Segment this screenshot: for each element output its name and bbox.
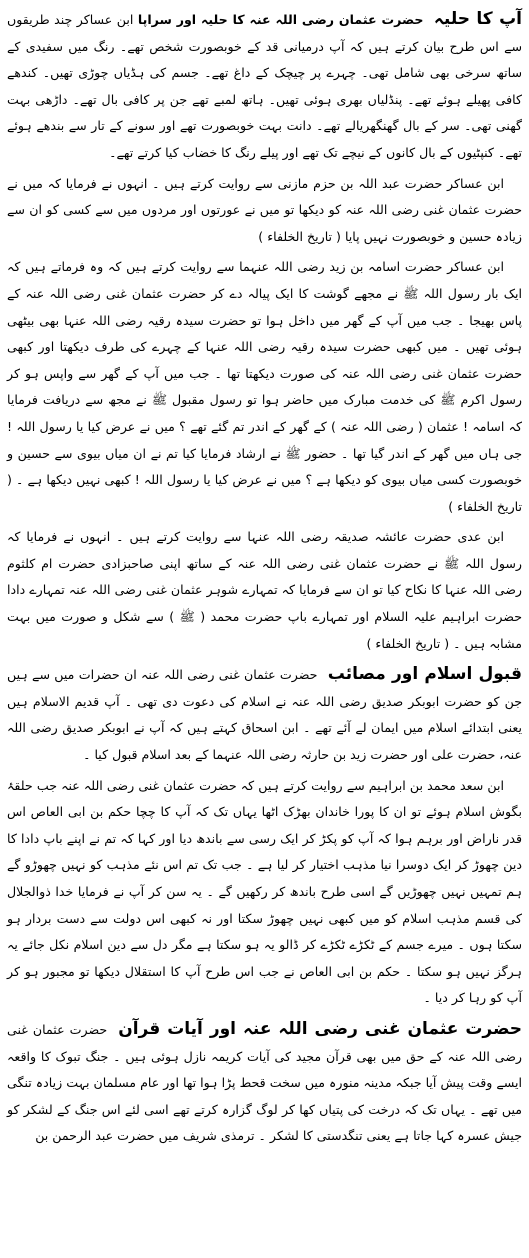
heading-qabool: قبول اسلام اور مصائب	[327, 664, 522, 685]
paragraph-aisha: ابن عدی حضرت عائشہ صدیقہ رضی اللہ عنہا سے روایت کرتے ہیں ۔ انہوں نے فرمایا کہ رسول اللہ ﷺ نے حضرت عثمان غنی رضی اللہ عنہ کے ساتھ اپنی صاحبزادی حضرت ام کلثوم رضی اللہ عنہا کا نکاح کیا تو ان سے فرمایا کہ تمہارے شوہر عثمان غنی رضی اللہ عنہ تمہارے دادا حضرت ابراہیم علیہ السلام اور تمہارے باپ حضرت محمد ( ﷺ ) سے شکل و صورت میں بہت مشابہ ہیں ۔ ( تاریخ الخلفاء )	[7, 529, 522, 651]
section-hulya	[7, 6, 522, 167]
body-ayat: کے حق میں بھی قرآن مجید کی آیات کریمہ نازل ہوئی ہیں ۔ جنگ تبوک کا واقعہ ایسے وقت پیش آیا جبکہ مدینہ منورہ میں سخت قحط پڑا ہوا تھا اور عام مسلمان بہت زیادہ تنگی میں تھے ۔ یہاں تک کہ درخت کی پتیاں کھا کر لوگ گزارہ کرتے تھے اسی لئے اس جنگ کے لشکر کو جیش عسرہ کہا جاتا ہے یعنی تنگدستی کا لشکر ۔ ترمذی شریف میں حضرت عبد الرحمن بن	[7, 1048, 522, 1144]
heading-hulya: آپ کا حلیہ	[433, 9, 522, 29]
lead-hulya: حضرت عثمان رضی اللہ عنہ کا حلیہ اور سراپا	[137, 12, 424, 27]
section-ayat	[7, 1016, 522, 1150]
lead-qabool: حضرت عثمان غنی رضی اللہ عنہ ان حضرات میں سے ہیں جن کو حضرت ابوبکر صدیق رضی اللہ عنہ نے اسلام کی دعوت دی تھی ۔	[7, 667, 522, 709]
body-hulya: ابن عساکر چند طریقوں سے اس طرح بیان کرتے ہیں کہ آپ درمیانی قد کے خوبصورت شخص تھے۔ رنگ میں سفیدی کے ساتھ سرخی بھی شامل تھی۔ چہرے پر چیچک کے داغ تھے۔ جسم کی ہڈیاں چوڑی تھیں۔ کندھے کافی پھیلے ہوئے تھے۔ پنڈلیاں بھری ہوئی تھیں۔ ہاتھ لمبے تھے جن پر کافی بال تھے۔ داڑھی بہت گھنی تھی۔ سر کے بال گھنگھریالے تھے۔ دانت بہت خوبصورت تھے اور سونے کے تار سے بندھے ہوئے تھے۔ کنپٹیوں کے بال کانوں کے نیچے تک تھے اور پیلے رنگ کا خضاب کیا کرتے تھے۔	[7, 12, 522, 160]
paragraph-ibn-hazm: ابن عساکر حضرت عبد اللہ بن حزم مازنی سے روایت کرتے ہیں ۔ انہوں نے فرمایا کہ میں نے حضرت عثمان غنی رضی اللہ عنہ کو دیکھا تو میں نے عورتوں اور مردوں میں سے کسی کو ان سے زیادہ حسین و خوبصورت نہیں پایا ( تاریخ الخلفاء )	[7, 175, 522, 244]
paragraph-usama: ابن عساکر حضرت اسامہ بن زید رضی اللہ عنہما سے روایت کرتے ہیں کہ وہ فرماتے ہیں کہ ایک بار رسول اللہ ﷺ نے مجھے گوشت کا ایک پیالہ دے کر حضرت عثمان غنی رضی اللہ عنہ کے پاس بھیجا ۔ جب میں آپ کے گھر میں داخل ہوا تو حضرت سیدہ رقیہ رضی اللہ عنہا بھی بیٹھی ہوئی تھیں ۔ میں کبھی حضرت سیدہ رقیہ رضی اللہ عنہا کے چہرے کی طرف دیکھتا اور کبھی حضرت عثمان غنی رضی اللہ عنہ کی صورت دیکھتا تھا ۔ جب میں آپ کے گھر سے واپس ہو کر رسول اکرم ﷺ کی خدمت مبارک میں حاضر ہوا تو رسول مقبول ﷺ نے مجھ سے دریافت فرمایا کہ اسامہ ! عثمان ( رضی اللہ عنہ ) کے گھر کے اندر تم گئے تھے ؟ میں نے عرض کیا یا رسول اللہ ! جی ہاں میں گھر کے اندر گیا تھا ۔ حضور ﷺ نے ارشاد فرمایا کیا تم نے ان میاں بیوی سے حسین و خوبصورت کسی میاں بیوی کو دیکھا ہے ؟ میں نے عرض کیا یا رسول اللہ ! کبھی نہیں دیکھا ہے ۔ ( تاریخ الخلفاء )	[7, 259, 522, 514]
section-qabool	[7, 661, 522, 768]
paragraph-ibn-saad: ابن سعد محمد بن ابراہیم سے روایت کرتے ہیں کہ حضرت عثمان غنی رضی اللہ عنہ جب حلقۂ بگوش اسلام ہوئے تو ان کا پورا خاندان بھڑک اٹھا یہاں تک کہ آپ کا چچا حکم بن ابی العاص اس قدر ناراض اور برہم ہوا کہ آپ کو پکڑ کر ایک رسی سے باندھ دیا اور کہا کہ تم نے اپنے باپ دادا کا دین چھوڑ کر ایک دوسرا نیا مذہب اختیار کر لیا ہے ۔ جب تک تم اس نئے مذہب کو نہیں چھوڑو گے ہم تمہیں نہیں چھوڑیں گے اسی طرح باندھ کر رکھیں گے ۔ یہ سن کر آپ نے فرمایا خدا ذوالجلال کی قسم مذہب اسلام کو میں کبھی نہیں چھوڑ سکتا اور نہ کبھی اس دولت سے دست بردار ہو سکتا ہوں ۔ میرے جسم کے ٹکڑے ٹکڑے کر ڈالو یہ ہو سکتا ہے مگر دل سے دین اسلام نکل جائے یہ ہرگز نہیں ہو سکتا ۔ حکم بن ابی العاص نے جب اس طرح آپ کا استقلال دیکھا تو مجبور ہو کر آپ کو رہا کر دیا ۔	[7, 777, 522, 1006]
lead-ayat: حضرت عثمان غنی رضی اللہ عنہ	[7, 1021, 522, 1064]
body-qabool: آپ قدیم الاسلام ہیں یعنی ابتدائے اسلام میں ایمان لے آئے تھے ۔ ابن اسحاق کہتے ہیں کہ آپ نے ابوبکر صدیق رضی اللہ عنہ، حضرت علی اور حضرت زید بن حارثہ رضی اللہ عنہما کے بعد اسلام قبول کیا ۔	[7, 693, 522, 763]
heading-ayat: حضرت عثمان غنی رضی اللہ عنہ اور آیات قرآن	[118, 1018, 522, 1039]
